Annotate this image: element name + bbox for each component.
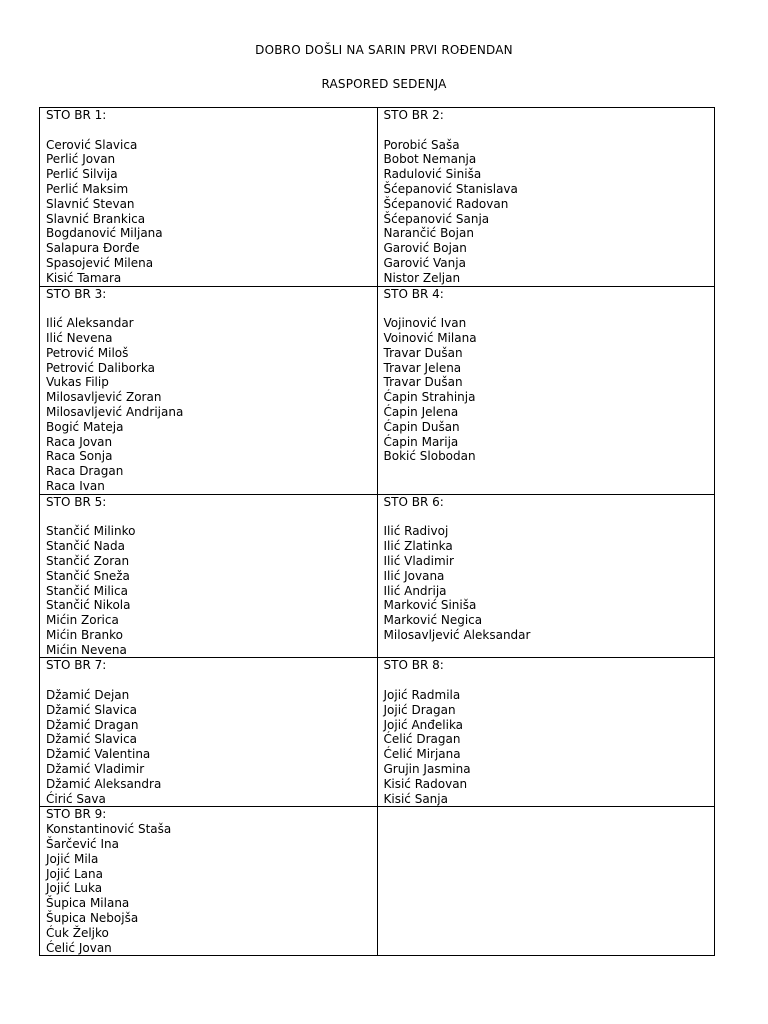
guest-name: Stančić Zoran (46, 553, 130, 568)
guest-name: Jojić Radmila (383, 688, 461, 703)
guest-name: Petrović Daliborka (46, 360, 156, 375)
guest-name: Ilić Zlatinka (383, 539, 453, 554)
guest-name: Džamić Slavica (46, 732, 138, 747)
seating-row (40, 807, 715, 956)
blank-line (46, 510, 377, 525)
guest-name: Jojić Mila (46, 851, 99, 866)
guest-name: Ćapin Marija (383, 434, 459, 449)
guest-name: Voinović Milana (383, 330, 477, 345)
guest-name: Ćapin Jelena (383, 404, 459, 419)
guest-name: Džamić Vladimir (46, 762, 145, 777)
table-cell (40, 494, 378, 658)
guest-name: Ilić Aleksandar (46, 316, 134, 331)
guest-name: Ilić Jovana (383, 568, 445, 583)
table-heading: STO BR 6: (383, 494, 444, 509)
guest-name: Jojić Luka (46, 881, 103, 896)
table-cell (40, 658, 378, 807)
guest-name: Slavnić Stevan (46, 196, 135, 211)
guest-name: Ilić Andrija (383, 583, 447, 598)
blank-line (384, 673, 715, 688)
seating-row (40, 494, 715, 658)
guest-name: Ilić Radivoj (383, 524, 449, 539)
table-cell (40, 108, 378, 287)
guest-name: Ćuk Željko (46, 925, 109, 940)
guest-name: Salapura Đorđe (46, 241, 140, 256)
guest-name: Džamić Dejan (46, 688, 130, 703)
guest-name: Radulović Siniša (383, 167, 482, 182)
guest-name: Bogić Mateja (46, 419, 124, 434)
guest-name: Bobot Nemanja (383, 152, 477, 167)
table-cell (377, 658, 715, 807)
guest-name: Stančić Nikola (46, 598, 131, 613)
guest-name: Cerović Slavica (46, 137, 138, 152)
guest-name: Džamić Dragan (46, 717, 139, 732)
guest-name: Mićin Branko (46, 627, 124, 642)
page-subtitle: RASPORED SEDENJA (321, 77, 447, 91)
seating-row (40, 658, 715, 807)
guest-name: Vojinović Ivan (383, 316, 467, 331)
guest-name: Vukas Filip (46, 375, 109, 390)
empty-cell (377, 807, 715, 956)
seating-row (40, 286, 715, 494)
guest-name: Travar Dušan (383, 345, 463, 360)
table-cell (377, 108, 715, 287)
table-heading: STO BR 8: (383, 658, 444, 673)
guest-name: Slavnić Brankica (46, 211, 146, 226)
blank-line (384, 301, 715, 316)
guest-name: Bokić Slobodan (383, 449, 476, 464)
guest-name: Narančić Bojan (383, 226, 474, 241)
guest-name: Porobić Saša (383, 137, 460, 152)
table-heading: STO BR 4: (383, 286, 444, 301)
guest-name: Stančić Milinko (46, 524, 136, 539)
guest-name: Stančić Milica (46, 583, 128, 598)
guest-name: Raca Sonja (46, 449, 113, 464)
table-heading: STO BR 2: (383, 108, 444, 122)
guest-name: Kisić Tamara (46, 270, 122, 285)
guest-name: Ćelić Jovan (46, 940, 112, 955)
guest-name: Milosavljević Andrijana (46, 404, 184, 419)
guest-name: Nistor Zeljan (383, 270, 461, 285)
guest-name: Kisić Radovan (383, 776, 468, 791)
guest-name: Kisić Sanja (383, 791, 448, 806)
table-cell (40, 286, 378, 494)
guest-name: Garović Bojan (383, 241, 467, 256)
guest-name: Šupica Milana (46, 896, 130, 911)
table-cell (377, 286, 715, 494)
table-heading: STO BR 5: (46, 494, 107, 509)
guest-name: Džamić Slavica (46, 702, 138, 717)
guest-name: Perlić Jovan (46, 152, 116, 167)
guest-name: Džamić Valentina (46, 747, 151, 762)
blank-line (384, 510, 715, 525)
guest-name: Jojić Dragan (383, 702, 456, 717)
guest-name: Ćelić Dragan (383, 732, 461, 747)
guest-name: Jojić Lana (46, 866, 103, 881)
table-heading: STO BR 9: (46, 807, 107, 822)
table-heading: STO BR 3: (46, 286, 107, 301)
seating-row (40, 108, 715, 287)
guest-name: Ilić Vladimir (383, 553, 454, 568)
guest-name: Džamić Aleksandra (46, 776, 162, 791)
guest-name: Ćapin Strahinja (383, 390, 476, 405)
blank-line (46, 301, 377, 316)
guest-name: Raca Ivan (46, 478, 105, 493)
seating-table (39, 107, 715, 956)
guest-name: Travar Dušan (383, 375, 463, 390)
guest-name: Šupica Nebojša (46, 911, 139, 926)
guest-name: Ilić Nevena (46, 330, 113, 345)
guest-name: Milosavljević Aleksandar (383, 627, 531, 642)
guest-name: Šarčević Ina (46, 837, 119, 852)
guest-name: Perlić Silvija (46, 167, 118, 182)
blank-line (46, 673, 377, 688)
guest-name: Ćirić Sava (46, 791, 106, 806)
guest-name: Perlić Maksim (46, 181, 129, 196)
guest-name: Petrović Miloš (46, 345, 129, 360)
table-cell (40, 807, 378, 956)
guest-name: Ćelić Mirjana (383, 747, 461, 762)
guest-name: Milosavljević Zoran (46, 390, 162, 405)
guest-name: Jojić Anđelika (383, 717, 464, 732)
guest-name: Šćepanović Sanja (383, 211, 490, 226)
blank-line (46, 123, 377, 138)
guest-name: Travar Jelena (383, 360, 462, 375)
guest-name: Šćepanović Radovan (383, 196, 509, 211)
guest-name: Bogdanović Miljana (46, 226, 163, 241)
page-title: DOBRO DOŠLI NA SARIN PRVI ROĐENDAN (255, 43, 513, 57)
guest-name: Stančić Sneža (46, 568, 130, 583)
guest-name: Konstantinović Staša (46, 822, 172, 837)
table-heading: STO BR 7: (46, 658, 107, 673)
guest-name: Marković Negica (383, 613, 483, 628)
guest-name: Grujin Jasmina (383, 762, 471, 777)
guest-name: Mićin Zorica (46, 613, 119, 628)
guest-name: Spasojević Milena (46, 255, 154, 270)
guest-name: Stančić Nada (46, 539, 125, 554)
guest-name: Marković Siniša (383, 598, 477, 613)
guest-name: Šćepanović Stanislava (383, 181, 518, 196)
guest-name: Ćapin Dušan (383, 419, 460, 434)
guest-name: Raca Jovan (46, 434, 113, 449)
guest-name: Mićin Nevena (46, 642, 127, 657)
guest-name: Garović Vanja (383, 255, 466, 270)
blank-line (384, 123, 715, 138)
guest-name: Raca Dragan (46, 464, 124, 479)
table-cell (377, 494, 715, 658)
table-heading: STO BR 1: (46, 108, 107, 122)
